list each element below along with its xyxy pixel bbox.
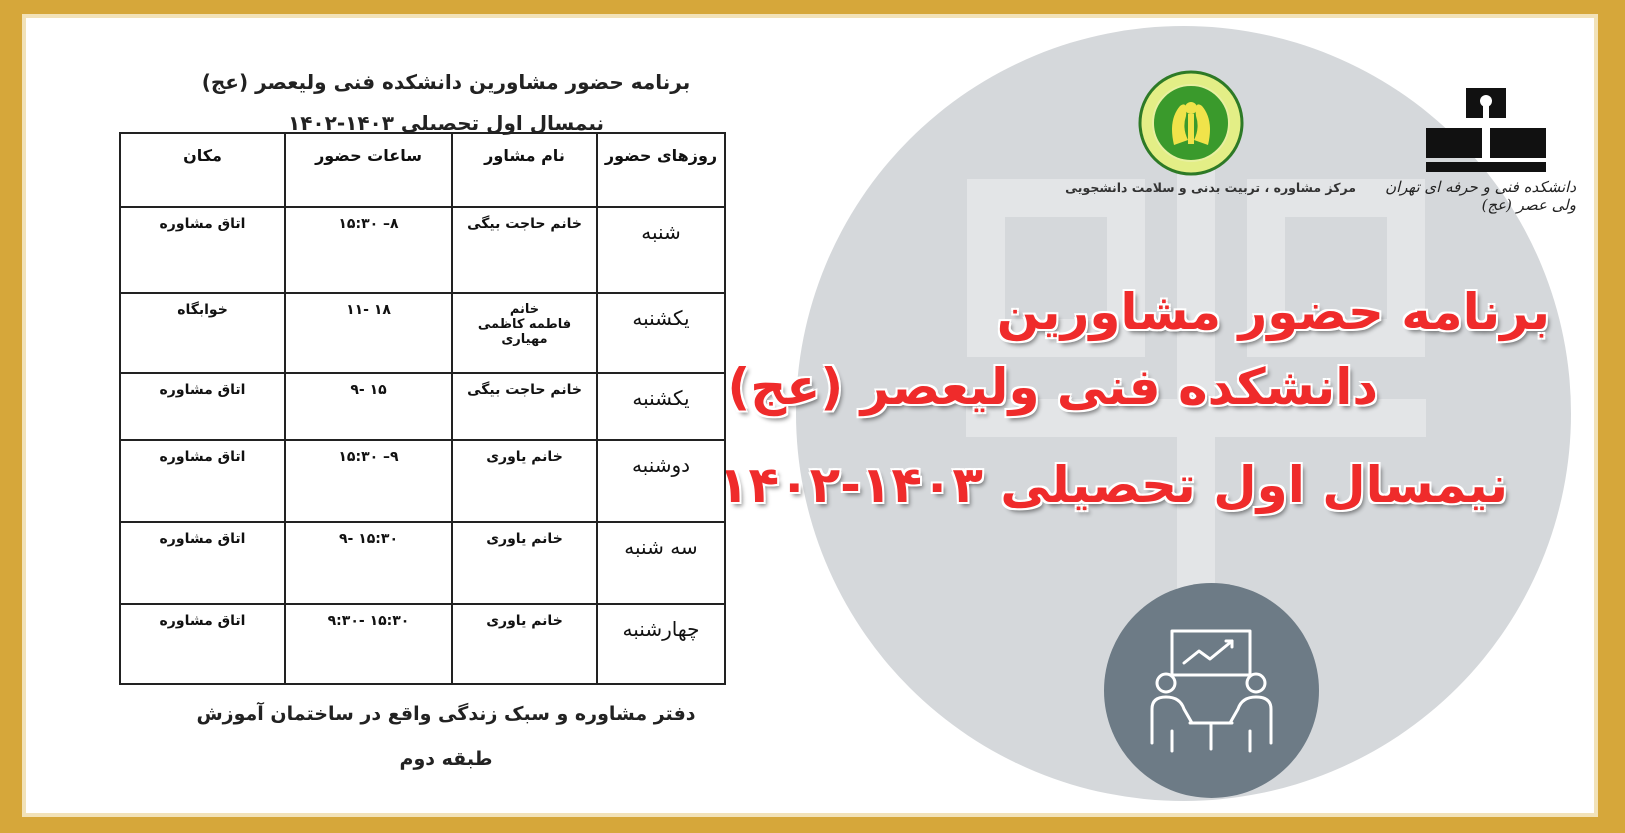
row-day: یکشنبه <box>597 373 725 440</box>
row-counselor <box>452 293 597 373</box>
counseling-center-logo-icon <box>1138 70 1244 176</box>
row-place: اتاق مشاوره <box>120 373 285 440</box>
counselor-name: خانم <box>509 302 540 317</box>
meeting-icon-circle <box>1104 583 1319 798</box>
row-place: اتاق مشاوره <box>120 440 285 522</box>
row-counselor <box>452 522 597 604</box>
office-floor-note: طبقه دوم <box>399 748 493 770</box>
table-row <box>120 604 725 684</box>
counseling-center-caption: مرکز مشاوره ، تربیت بدنی و سلامت دانشجویی <box>1065 180 1356 195</box>
row-counselor <box>452 373 597 440</box>
row-place: اتاق مشاوره <box>120 207 285 293</box>
counselor-name: خانم حاجت بیگی <box>467 216 582 232</box>
row-hours: ۸– ۱۵:۳۰ <box>285 207 452 293</box>
meeting-presentation-icon <box>1144 623 1279 758</box>
table-row <box>120 373 725 440</box>
row-place: اتاق مشاوره <box>120 522 285 604</box>
row-day: دوشنبه <box>597 440 725 522</box>
row-hours: ۱۵ -۹ <box>285 373 452 440</box>
university-logo-icon <box>1426 88 1546 178</box>
counselor-name-2: فاطمه کاظمی مهیاری <box>477 317 572 347</box>
row-hours: ۱۵:۳۰ -۹ <box>285 522 452 604</box>
row-day: شنبه <box>597 207 725 293</box>
counselor-name: خانم یاوری <box>486 613 563 629</box>
schedule-table <box>119 132 726 685</box>
counselor-name: خانم حاجت بیگی <box>467 382 582 398</box>
header-place: مکان <box>120 133 285 207</box>
schedule-subtitle: نیمسال اول تحصیلی ۱۴۰۳-۱۴۰۲ <box>288 111 604 135</box>
headline-line-1: برنامه حضور مشاورین <box>996 283 1550 341</box>
row-hours: ۱۵:۳۰ -۹:۳۰ <box>285 604 452 684</box>
row-place: اتاق مشاوره <box>120 604 285 684</box>
header-hours: ساعات حضور <box>285 133 452 207</box>
headline-line-2: دانشکده فنی ولیعصر (عج) <box>727 358 1378 416</box>
table-header-row <box>120 133 725 207</box>
row-place: خوابگاه <box>120 293 285 373</box>
row-counselor <box>452 604 597 684</box>
row-counselor <box>452 207 597 293</box>
headline-line-3: نیمسال اول تحصیلی ۱۴۰۳-۱۴۰۲ <box>718 456 1508 514</box>
row-day: یکشنبه <box>597 293 725 373</box>
row-hours: ۹– ۱۵:۳۰ <box>285 440 452 522</box>
counselor-name: خانم یاوری <box>486 449 563 465</box>
header-counselor: نام مشاور <box>452 133 597 207</box>
counselor-name: خانم یاوری <box>486 531 563 547</box>
schedule-title: برنامه حضور مشاورین دانشکده فنی ولیعصر (عج) <box>201 70 691 94</box>
row-day: سه شنبه <box>597 522 725 604</box>
table-row <box>120 293 725 373</box>
table-row <box>120 522 725 604</box>
poster-frame <box>22 14 1598 817</box>
row-day: چهارشنبه <box>597 604 725 684</box>
table-row <box>120 207 725 293</box>
header-days: روزهای حضور <box>597 133 725 207</box>
row-hours: ۱۸ -۱۱ <box>285 293 452 373</box>
university-caption: دانشکده فنی و حرفه ای تهران ولی عصر (عج) <box>1385 178 1576 214</box>
table-row <box>120 440 725 522</box>
office-location-note: دفتر مشاوره و سبک زندگی واقع در ساختمان آموزش <box>196 703 696 725</box>
row-counselor <box>452 440 597 522</box>
